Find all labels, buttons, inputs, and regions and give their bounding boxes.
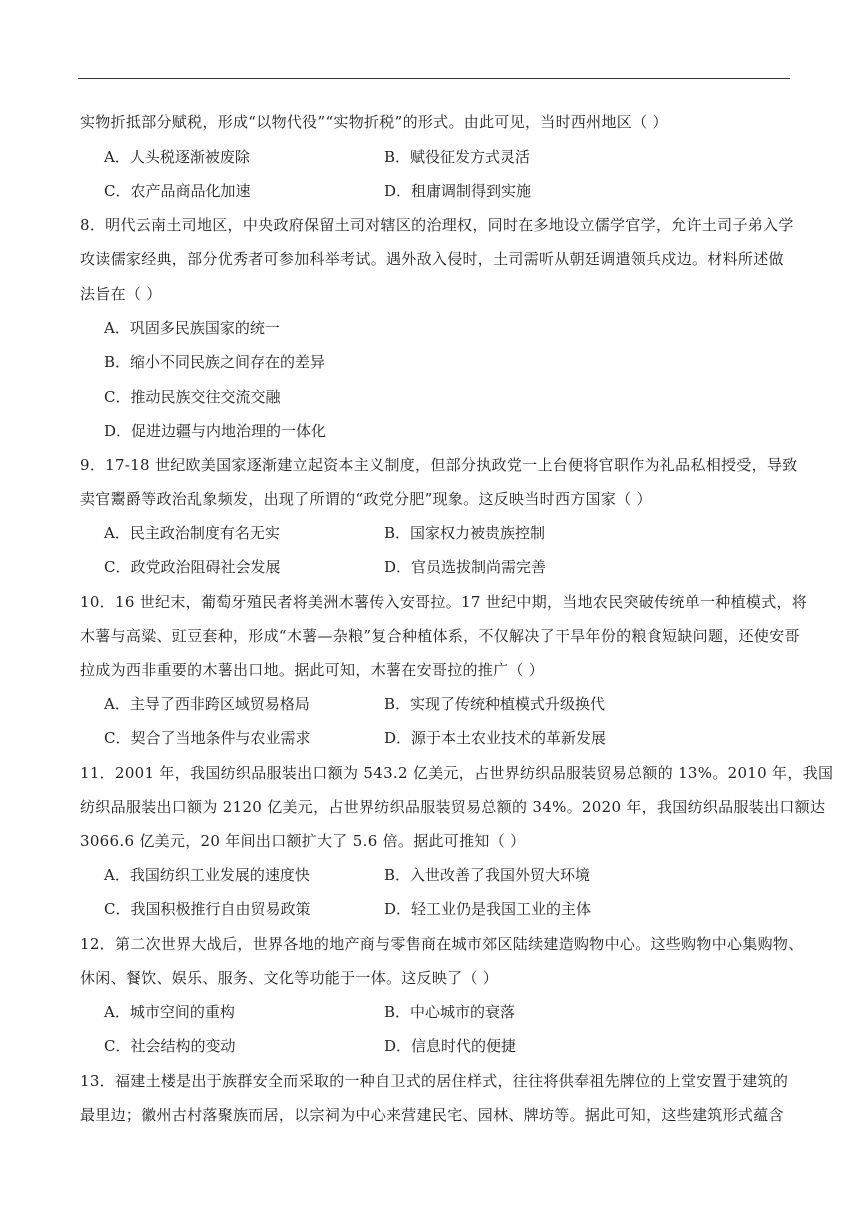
q8-option-d: D．促进边疆与内地治理的一体化 <box>104 422 327 440</box>
q11-stem-line-2: 纺织品服装出口额为 2120 亿美元，占世界纺织品服装贸易总额的 34%。2020 年，我国纺织品服装出口额达 <box>80 798 826 816</box>
q9-option-b: B．国家权力被贵族控制 <box>384 524 546 542</box>
q11-stem-line-3: 3066.6 亿美元，20 年间出口额扩大了 5.6 倍。据此可推知（ ） <box>80 832 526 850</box>
q12-option-b: B．中心城市的衰落 <box>384 1003 516 1021</box>
q12-stem-line-2: 休闲、餐饮、娱乐、服务、文化等功能于一体。这反映了（ ） <box>80 969 499 987</box>
q10-option-d: D．源于本土农业技术的革新发展 <box>384 729 607 747</box>
q11-option-d: D．轻工业仍是我国工业的主体 <box>384 900 592 918</box>
q7-option-c: C．农产品商品化加速 <box>104 182 251 200</box>
q10-stem-line-1: 10．16 世纪末，葡萄牙殖民者将美洲木薯传入安哥拉。17 世纪中期，当地农民突破传统单一种植模式，将 <box>80 593 808 611</box>
q11-option-b: B．入世改善了我国外贸大环境 <box>384 866 591 884</box>
q8-stem-line-1: 8．明代云南土司地区，中央政府保留土司对辖区的治理权，同时在多地设立儒学官学，允许土司子弟入学 <box>80 216 794 234</box>
q7-option-d: D．租庸调制得到实施 <box>384 182 532 200</box>
q9-stem-line-1: 9．17-18 世纪欧美国家逐渐建立起资本主义制度，但部分执政党一上台便将官职作为礼品私相授受，导致 <box>80 456 798 474</box>
q7-option-a: A．人头税逐渐被废除 <box>104 148 250 166</box>
q8-option-b: B．缩小不同民族之间存在的差异 <box>104 353 326 371</box>
q11-option-c: C．我国积极推行自由贸易政策 <box>104 900 311 918</box>
q13-stem-line-1: 13．福建土楼是出于族群安全而采取的一种自卫式的居住样式，往往将供奉祖先牌位的上堂安置于建筑的 <box>80 1072 789 1090</box>
header-rule <box>78 78 790 79</box>
q11-option-a: A．我国纺织工业发展的速度快 <box>104 866 310 884</box>
q8-stem-line-2: 攻读儒家经典，部分优秀者可参加科举考试。遇外敌入侵时，土司需听从朝廷调遣领兵戍边。材料所述做 <box>80 250 784 268</box>
q13-stem-line-2: 最里边；徽州古村落聚族而居，以宗祠为中心来营建民宅、园林、牌坊等。据此可知，这些建筑形式蕴含 <box>80 1106 784 1124</box>
q8-stem-line-3: 法旨在（ ） <box>80 285 162 303</box>
q10-option-c: C．契合了当地条件与农业需求 <box>104 729 311 747</box>
q10-option-b: B．实现了传统种植模式升级换代 <box>384 695 606 713</box>
q10-stem-line-2: 木薯与高粱、豇豆套种，形成“木薯—杂粮”复合种植体系，不仅解决了干旱年份的粮食短缺问题，还使安哥 <box>80 627 800 645</box>
q9-option-d: D．官员选拔制尚需完善 <box>384 558 547 576</box>
q12-stem-line-1: 12．第二次世界大战后，世界各地的地产商与零售商在城市郊区陆续建造购物中心。这些购物中心集购物、 <box>80 935 804 953</box>
q12-option-a: A．城市空间的重构 <box>104 1003 235 1021</box>
q10-option-a: A．主导了西非跨区域贸易格局 <box>104 695 310 713</box>
q8-option-c: C．推动民族交往交流交融 <box>104 388 281 406</box>
q9-option-c: C．政党政治阻碍社会发展 <box>104 558 281 576</box>
q12-option-d: D．信息时代的便捷 <box>384 1037 517 1055</box>
q9-option-a: A．民主政治制度有名无实 <box>104 524 280 542</box>
q7-stem-tail: 实物折抵部分赋税，形成“以物代役”“实物折税”的形式。由此可见，当时西州地区（ ） <box>80 113 668 131</box>
q9-stem-line-2: 卖官鬻爵等政治乱象频发，出现了所谓的“政党分肥”现象。这反映当时西方国家（ ） <box>80 490 652 508</box>
q7-option-b: B．赋役征发方式灵活 <box>384 148 531 166</box>
q12-option-c: C．社会结构的变动 <box>104 1037 236 1055</box>
q8-option-a: A．巩固多民族国家的统一 <box>104 319 280 337</box>
q11-stem-line-1: 11．2001 年，我国纺织品服装出口额为 543.2 亿美元，占世界纺织品服装贸易总额的 13%。2010 年，我国 <box>80 764 834 782</box>
q10-stem-line-3: 拉成为西非重要的木薯出口地。据此可知，木薯在安哥拉的推广（ ） <box>80 661 545 679</box>
